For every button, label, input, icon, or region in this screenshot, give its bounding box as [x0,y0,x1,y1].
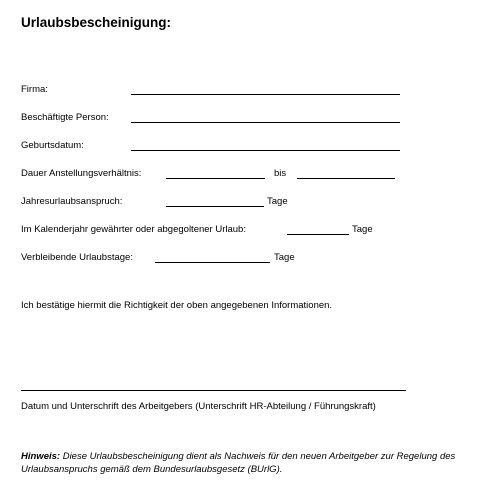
person-label: Beschäftigte Person: [21,112,109,123]
dauer-label: Dauer Anstellungsverhältnis: [21,168,142,179]
dauer-bis-label: bis [274,168,287,179]
signature-caption: Datum und Unterschrift des Arbeitgebers (Unterschrift HR-Abteilung / Führungskraft) [21,401,376,412]
kalender-field[interactable] [287,234,349,235]
kalender-label: Im Kalenderjahr gewährter oder abgegoltener Urlaub: [21,224,246,235]
person-field[interactable] [131,122,400,123]
dauer-from-field[interactable] [166,178,265,179]
verbleibend-field[interactable] [155,262,270,263]
jahres-field[interactable] [166,206,264,207]
signature-line[interactable] [21,390,406,391]
dauer-to-field[interactable] [297,178,395,179]
verbleibend-label: Verbleibende Urlaubstage: [21,252,133,263]
hinweis-note [21,450,466,476]
firma-field[interactable] [131,94,400,95]
jahres-unit: Tage [267,196,288,207]
hinweis-text: Diese Urlaubsbescheinigung dient als Nachweis für den neuen Arbeitgeber zur Regelung des Urlaubsanspruchs gemäß dem Bundesurlaubsgesetz (BUrlG). [21,451,456,475]
hinweis-label: Hinweis: [21,451,61,462]
geburtsdatum-field[interactable] [131,150,400,151]
jahres-label: Jahresurlaubsanspruch: [21,196,123,207]
firma-label: Firma: [21,84,48,95]
kalender-unit: Tage [352,224,373,235]
verbleibend-unit: Tage [274,252,295,263]
geburtsdatum-label: Geburtsdatum: [21,140,84,151]
page-title: Urlaubsbescheinigung: [21,15,172,30]
confirmation-text: Ich bestätige hiermit die Richtigkeit der oben angegebenen Informationen. [21,300,333,311]
